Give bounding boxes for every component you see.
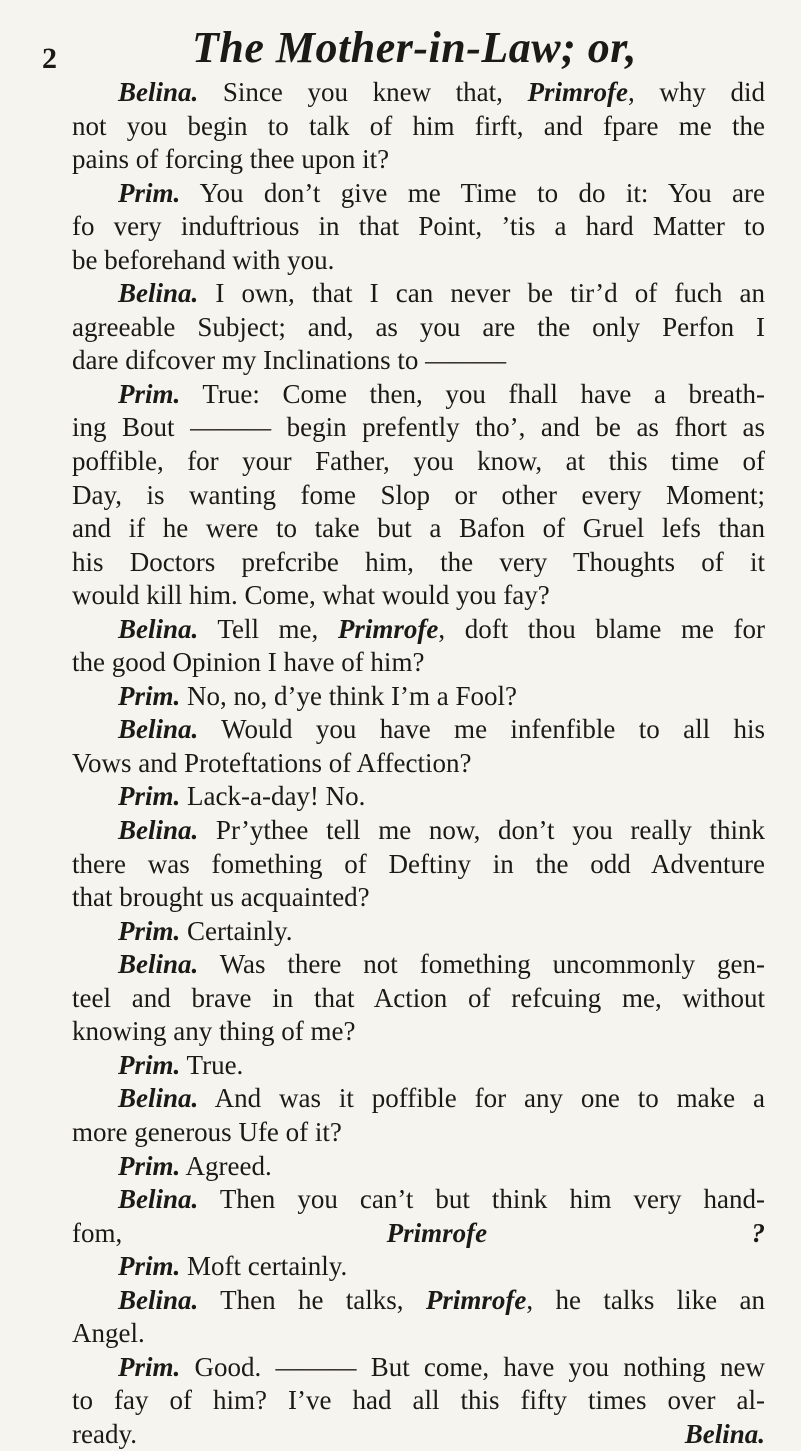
character-name: Primrofe [337, 613, 439, 644]
catchword: Belina. [684, 1418, 765, 1449]
running-head [42, 10, 765, 76]
line-text: True: Come then, you fhall have a breath- [180, 378, 765, 409]
text-line [72, 579, 765, 613]
line-text: be beforehand with you. [72, 244, 335, 275]
line-text: True. [180, 1049, 244, 1080]
line-text: knowing any thing of me? [72, 1016, 356, 1047]
text-line [72, 848, 765, 882]
text-line [72, 177, 765, 211]
line-text: there was fomething of Deftiny in the odd Adventure [72, 848, 765, 879]
speaker-name: Prim. [118, 1049, 181, 1080]
text-line [72, 479, 765, 513]
speaker-name: Belina. [118, 949, 199, 980]
text-line [72, 210, 765, 244]
line-text: ing Bout ——— begin prefently tho’, and be as fhort as [72, 412, 765, 443]
line-text: Then he talks, [198, 1284, 426, 1315]
text-line [72, 1418, 765, 1451]
speaker-name: Belina. [118, 278, 199, 309]
running-title: The Mother-in-Law; or, [192, 23, 637, 72]
text-line [72, 76, 765, 110]
line-text: the good Opinion I have of him? [72, 647, 425, 678]
speaker-name: Prim. [118, 1351, 181, 1382]
line-text: that brought us acquainted? [72, 882, 370, 913]
text-line [72, 646, 765, 680]
speaker-name: Belina. [118, 815, 199, 846]
line-text: teel and brave in that Action of refcuing me, without [72, 982, 765, 1013]
line-text: ready. [72, 1418, 137, 1449]
line-text: , doft thou blame me for [438, 613, 765, 644]
speaker-name: Belina. [118, 1284, 199, 1315]
text-line [72, 445, 765, 479]
line-text: You don’t give me Time to do it: You are [180, 177, 765, 208]
text-line [72, 546, 765, 580]
line-text: Day, is wanting fome Slop or other every Moment; [72, 479, 765, 510]
line-text: I own, that I can never be tir’d of fuch an [198, 278, 765, 309]
line-text: would kill him. Come, what would you fay? [72, 580, 550, 611]
text-line [72, 1384, 765, 1418]
line-text: pains of forcing thee upon it? [72, 144, 390, 175]
line-text: agreeable Subject; and, as you are the only Perfon I [72, 311, 765, 342]
line-text: Then you can’t but think him very hand- [198, 1184, 765, 1215]
line-text: Was there not fomething uncommonly gen- [198, 949, 765, 980]
text-line [72, 110, 765, 144]
line-text: Vows and Proteftations of Affection? [72, 747, 472, 778]
line-text: not you begin to talk of him firft, and fpare me the [72, 110, 765, 141]
line-text: , why did [628, 77, 765, 107]
text-line [72, 344, 765, 378]
line-text: Certainly. [180, 915, 293, 946]
text-line [72, 1150, 765, 1184]
text-line [72, 713, 765, 747]
text-line [72, 948, 765, 982]
text-line [72, 311, 765, 345]
line-text: fo very induftrious in that Point, ’tis a hard Matter to [72, 211, 765, 242]
character-name: Primrofe ? [386, 1217, 765, 1248]
text-line [72, 780, 765, 814]
text-line [72, 1049, 765, 1083]
line-text: dare difcover my Inclinations to ——— [72, 345, 507, 376]
text-line [72, 1116, 765, 1150]
line-text: Moft certainly. [180, 1251, 348, 1282]
line-text: to fay of him? I’ve had all this fifty times over al- [72, 1385, 765, 1416]
text-line [72, 1284, 765, 1318]
line-text: more generous Ufe of it? [72, 1116, 342, 1147]
text-line [72, 1351, 765, 1385]
line-text: Would you have me infenfible to all his [198, 714, 765, 745]
text-line [72, 881, 765, 915]
character-name: Primrofe [527, 77, 629, 107]
speaker-name: Prim. [118, 680, 181, 711]
line-text: Pr’ythee tell me now, don’t you really think [198, 815, 765, 846]
speaker-name: Belina. [118, 613, 199, 644]
text-line [72, 1217, 765, 1251]
speaker-name: Prim. [118, 177, 181, 208]
line-text: Good. ——— But come, have you nothing new [180, 1351, 765, 1382]
text-line [72, 143, 765, 177]
line-text: Angel. [72, 1318, 145, 1349]
text-line [72, 378, 765, 412]
text-line [72, 814, 765, 848]
line-text: fom, [72, 1217, 387, 1248]
text-line [72, 1082, 765, 1116]
line-text: Tell me, [198, 613, 338, 644]
character-name: Primrofe [425, 1284, 527, 1315]
speaker-name: Belina. [118, 1184, 199, 1215]
speaker-name: Prim. [118, 781, 181, 812]
text-line [72, 915, 765, 949]
text-line [72, 982, 765, 1016]
speaker-name: Belina. [118, 714, 199, 745]
text-line [72, 512, 765, 546]
speaker-name: Belina. [118, 77, 199, 107]
line-text: And was it poffible for any one to make a [198, 1083, 765, 1114]
text-line [72, 1183, 765, 1217]
page-number: 2 [42, 42, 57, 75]
line-text: Agreed. [180, 1150, 272, 1181]
text-line [72, 1250, 765, 1284]
line-text: Since you knew that, [198, 77, 528, 107]
text-line [72, 680, 765, 714]
speaker-name: Prim. [118, 915, 181, 946]
text-line [72, 277, 765, 311]
speaker-name: Belina. [118, 1083, 199, 1114]
dialogue-text [72, 76, 765, 1451]
line-text: Lack-a-day! No. [180, 781, 366, 812]
line-text: poffible, for your Father, you know, at this time of [72, 446, 765, 477]
line-text: No, no, d’ye think I’m a Fool? [180, 680, 517, 711]
text-line [72, 613, 765, 647]
text-line [72, 411, 765, 445]
speaker-name: Prim. [118, 1150, 181, 1181]
text-line [72, 244, 765, 278]
text-line [72, 1317, 765, 1351]
speaker-name: Prim. [118, 1251, 181, 1282]
speaker-name: Prim. [118, 378, 181, 409]
text-line [72, 747, 765, 781]
text-line [72, 1015, 765, 1049]
line-text: his Doctors prefcribe him, the very Thoughts of it [72, 546, 765, 577]
line-text: , he talks like an [526, 1284, 765, 1315]
line-text: and if he were to take but a Bafon of Gruel lefs than [72, 513, 765, 544]
